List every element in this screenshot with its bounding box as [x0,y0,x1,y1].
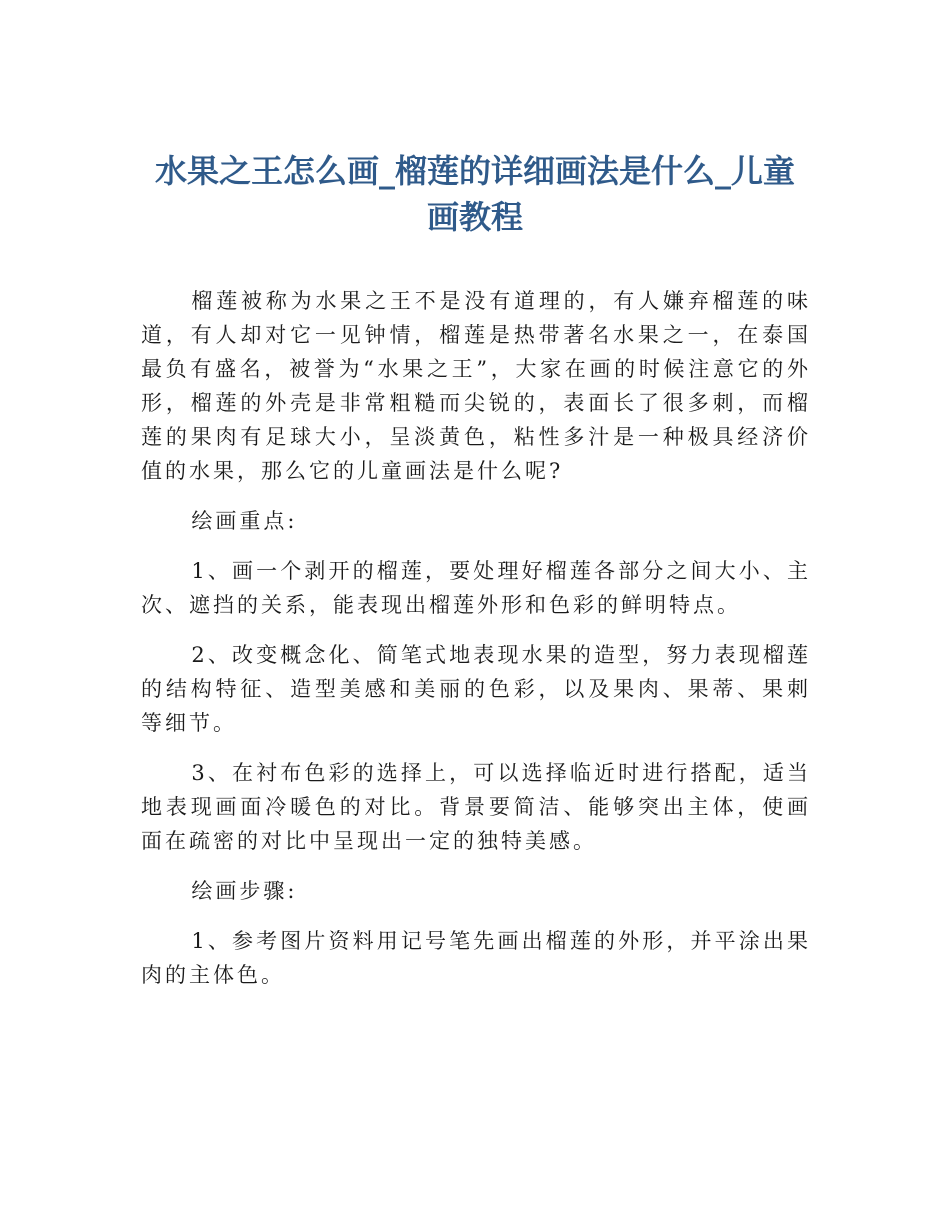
steps-heading: 绘画步骤: [191,879,298,903]
key-point-1: 1、画一个剥开的榴莲，要处理好榴莲各部分之间大小、主次、遮挡的关系，能表现出榴莲外形和色彩的鲜明特点。 [141,559,811,617]
key-point-2: 2、改变概念化、简笔式地表现水果的造型，努力表现榴莲的结构特征、造型美感和美丽的色彩，以及果肉、果蒂、果刺等细节。 [141,643,811,735]
intro-paragraph: 榴莲被称为水果之王不是没有道理的，有人嫌弃榴莲的味道，有人却对它一见钟情，榴莲是热带著名水果之一，在泰国最负有盛名，被誉为“水果之王”，大家在画的时候注意它的外形，榴莲的外壳是非常粗糙而尖锐的，表面长了很多刺，而榴莲的果肉有足球大小，呈淡黄色，粘性多汁是一种极具经济价值的水果，那么它的儿童画法是什么呢? [141,289,811,483]
document-title: 水果之王怎么画_榴莲的详细画法是什么_儿童画教程 [154,152,795,236]
key-point-3: 3、在衬布色彩的选择上，可以选择临近时进行搭配，适当地表现画面冷暖色的对比。背景要简洁、能够突出主体，使画面在疏密的对比中呈现出一定的独特美感。 [141,761,811,853]
key-points-heading: 绘画重点: [191,509,298,533]
document-body [141,284,811,1008]
step-1: 1、参考图片资料用记号笔先画出榴莲的外形，并平涂出果肉的主体色。 [141,929,811,987]
